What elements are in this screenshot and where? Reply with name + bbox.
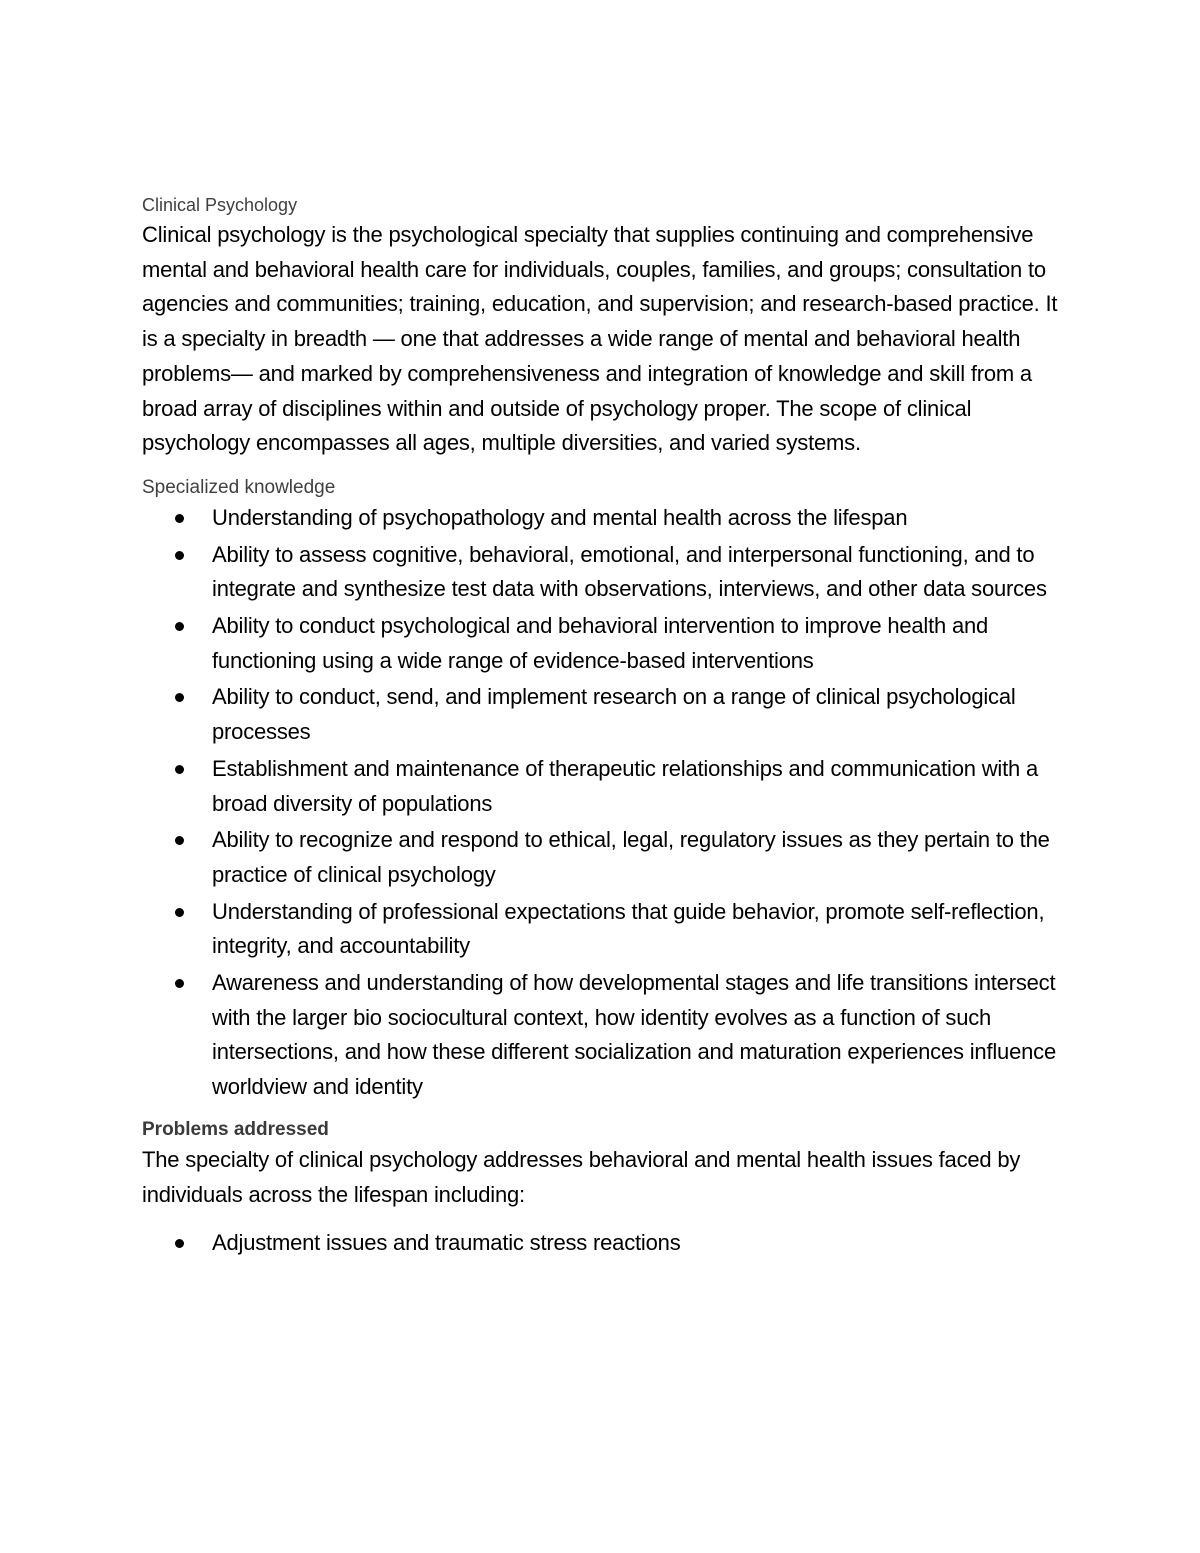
bullet-icon — [175, 1239, 184, 1248]
specialized-knowledge-list — [142, 501, 1062, 1105]
list-item: Ability to recognize and respond to ethical, legal, regulatory issues as they pertain to the practice of clinical psychology — [142, 823, 1062, 892]
problems-intro-paragraph: The specialty of clinical psychology addresses behavioral and mental health issues faced by individuals across the lifespan including: — [142, 1146, 1021, 1207]
list-item: Ability to conduct psychological and behavioral intervention to improve health and functioning using a wide range of evidence-based interventions — [142, 609, 1062, 678]
list-item: Ability to conduct, send, and implement research on a range of clinical psychological processes — [142, 680, 1062, 749]
problems-list — [142, 1226, 1062, 1261]
bullet-icon — [175, 622, 184, 631]
list-item: Adjustment issues and traumatic stress reactions — [142, 1226, 1062, 1261]
bullet-icon — [175, 551, 184, 560]
list-item: Ability to assess cognitive, behavioral, emotional, and interpersonal functioning, and to integrate and synthesize test data with observations, interviews, and other data sources — [142, 538, 1062, 607]
specialized-knowledge-heading: Specialized knowledge — [142, 476, 336, 498]
intro-paragraph: Clinical psychology is the psychological specialty that supplies continuing and comprehensive mental and behavioral health care for individuals, couples, families, and groups; consultation to agencies and communities; training, education, and supervision; and research-based practice. It is a specialty in breadth — one that addresses a wide range of mental and behavioral health problems— and marked by comprehensiveness and integration of knowledge and skill from a broad array of disciplines within and outside of psychology proper. The scope of clinical psychology encompasses all ages, multiple diversities, and varied systems. — [142, 222, 1058, 456]
list-item: Awareness and understanding of how developmental stages and life transitions intersect with the larger bio sociocultural context, how identity evolves as a function of such intersections, and how these different socialization and maturation experiences influence worldview and identity — [142, 966, 1062, 1105]
bullet-icon — [175, 979, 184, 988]
list-item: Understanding of professional expectations that guide behavior, promote self-reflection, integrity, and accountability — [142, 895, 1062, 964]
bullet-icon — [175, 765, 184, 774]
document-page — [142, 192, 1062, 1263]
bullet-icon — [175, 514, 184, 523]
list-item: Understanding of psychopathology and mental health across the lifespan — [142, 501, 1062, 536]
problems-addressed-heading: Problems addressed — [142, 1118, 329, 1140]
bullet-icon — [175, 908, 184, 917]
bullet-icon — [175, 693, 184, 702]
document-title: Clinical Psychology — [142, 195, 298, 215]
bullet-icon — [175, 836, 184, 845]
list-item: Establishment and maintenance of therapeutic relationships and communication with a broad diversity of populations — [142, 752, 1062, 821]
